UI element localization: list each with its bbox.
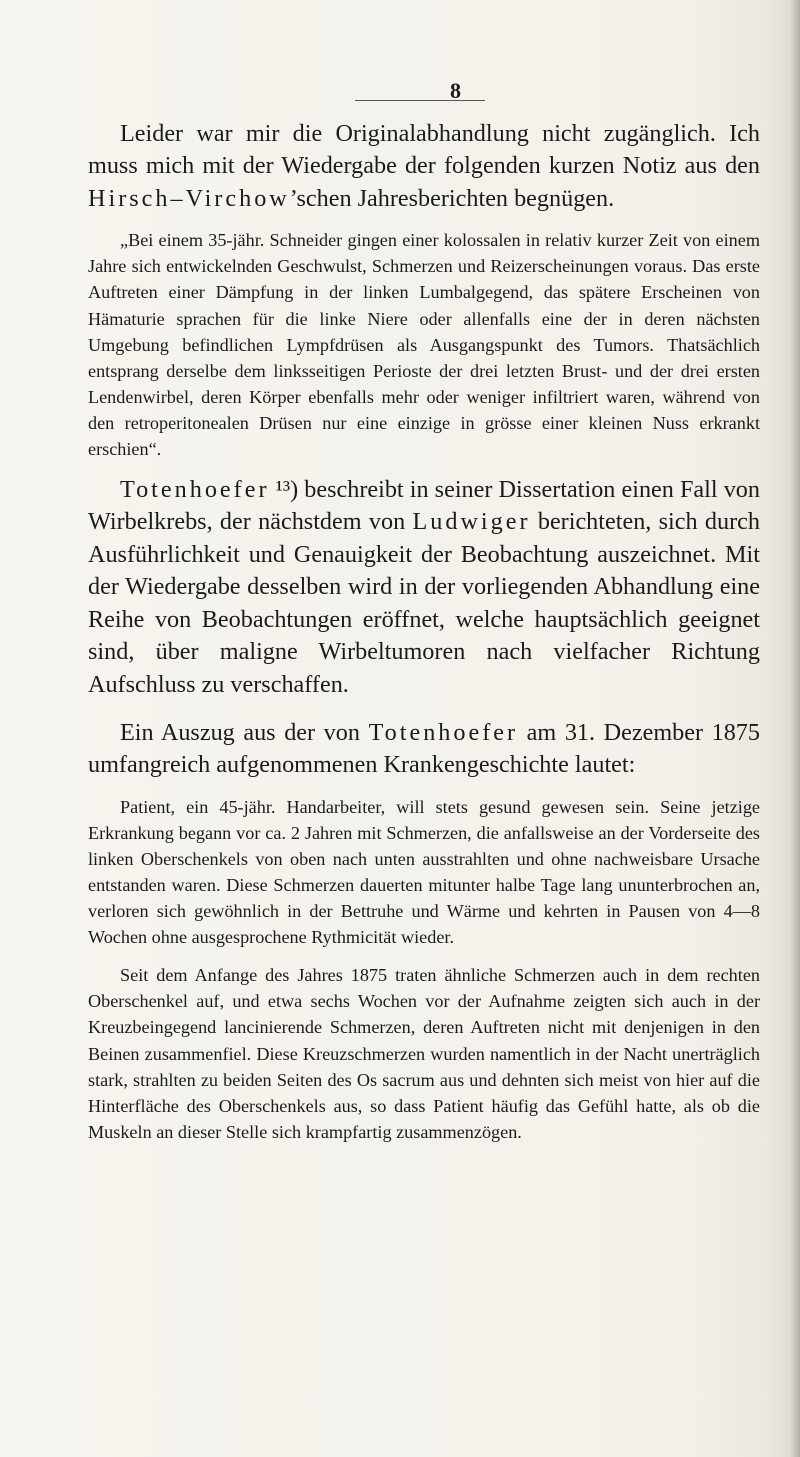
paragraph-2 (88, 227, 760, 462)
text-run: ’schen Jahresberichten begnügen. (289, 184, 615, 212)
paragraph-5 (88, 794, 760, 951)
text-run: am 31. Dezember 1875 umfangreich aufgenommenen Krankengeschichte lautet: (88, 718, 760, 779)
spaced-name: Totenhoefer (368, 718, 519, 746)
paragraph-3 (88, 474, 760, 701)
body-text (88, 118, 760, 1145)
text-run: „Bei einem 35-jähr. Schneider gingen einer kolossalen in relativ kurzer Zeit von einem Jahre sich entwickelnden Geschwulst, Schmerzen und Reizerscheinungen voraus. Das erste Auftreten einer Dämpfung in der linken Lumbalgegend, das spätere Erscheinen von Hämaturie sprachen für die linke Niere oder allenfalls eine der in deren nächsten Umgebung befindlichen Lympfdrüsen als Ausgangspunkt des Tumors. Thatsächlich entsprang derselbe dem linksseitigen Perioste der drei letzten Brust- und der drei ersten Lendenwirbel, deren Körper ebenfalls mehr oder weniger infiltriert waren, während von den retroperitonealen Drüsen nur eine einzige in grösse einer kleinen Nuss erkrankt erschien“. (88, 230, 760, 459)
paragraph-6 (88, 962, 760, 1145)
paragraph-4 (88, 717, 760, 782)
spaced-name: Totenhoefer (120, 476, 270, 504)
page-number: 8 (450, 78, 461, 103)
text-run: ¹³) beschreibt in seiner Dissertation einen Fall von Wirbelkrebs, der nächstdem von (88, 476, 760, 536)
spaced-name: Ludwiger (412, 508, 531, 536)
text-run: berichteten, sich durch Ausführlichkeit und Genauigkeit der Beobachtung auszeichnet. Mit der Wiedergabe desselben wird in der vorliegenden Abhandlung eine Reihe von Beobachtungen eröffnet, welche hauptsächlich geeignet sind, über maligne Wirbeltumoren nach vielfacher Richtung Aufschluss zu verschaffen. (88, 508, 760, 698)
header-rule (355, 100, 485, 101)
paragraph-1 (88, 118, 760, 215)
spaced-name: Hirsch–Virchow (88, 184, 290, 212)
text-run: Patient, ein 45-jähr. Handarbeiter, will stets gesund gewesen sein. Seine jetzige Erkrankung begann vor ca. 2 Jahren mit Schmerzen, die anfallsweise an der Vorderseite des linken Oberschenkels von oben nach unten ausstrahlten und ohne nachweisbare Ursache entstanden waren. Diese Schmerzen dauerten mitunter halbe Tage lang ununterbrochen an, verloren sich gewöhnlich in der Bettruhe und Wärme und kehrten in Pausen von 4—8 Wochen ohne ausgesprochene Rythmicität wieder. (88, 796, 760, 948)
page-edge-shadow (790, 0, 800, 1457)
text-run: Leider war mir die Originalabhandlung nicht zugänglich. Ich muss mich mit der Wiedergabe der folgenden kurzen Notiz aus den (88, 120, 760, 180)
text-run: Seit dem Anfange des Jahres 1875 traten ähnliche Schmerzen auch in dem rechten Oberschenkel auf, und etwa sechs Wochen vor der Aufnahme zeigten sich auch in der Kreuzbeingegend lancinierende Schmerzen, deren Auftreten nicht mit denjenigen in den Beinen zusammenfiel. Diese Kreuzschmerzen wurden namentlich in der Nacht unerträglich stark, strahlten zu beiden Seiten des Os sacrum aus und dehnten sich meist von hier auf die Hinterfläche des Oberschenkels aus, so dass Patient häufig das Gefühl hatte, als ob die Muskeln an dieser Stelle sich krampfartig zusammenzögen. (88, 965, 760, 1142)
text-run: Ein Auszug aus der von (120, 718, 369, 746)
